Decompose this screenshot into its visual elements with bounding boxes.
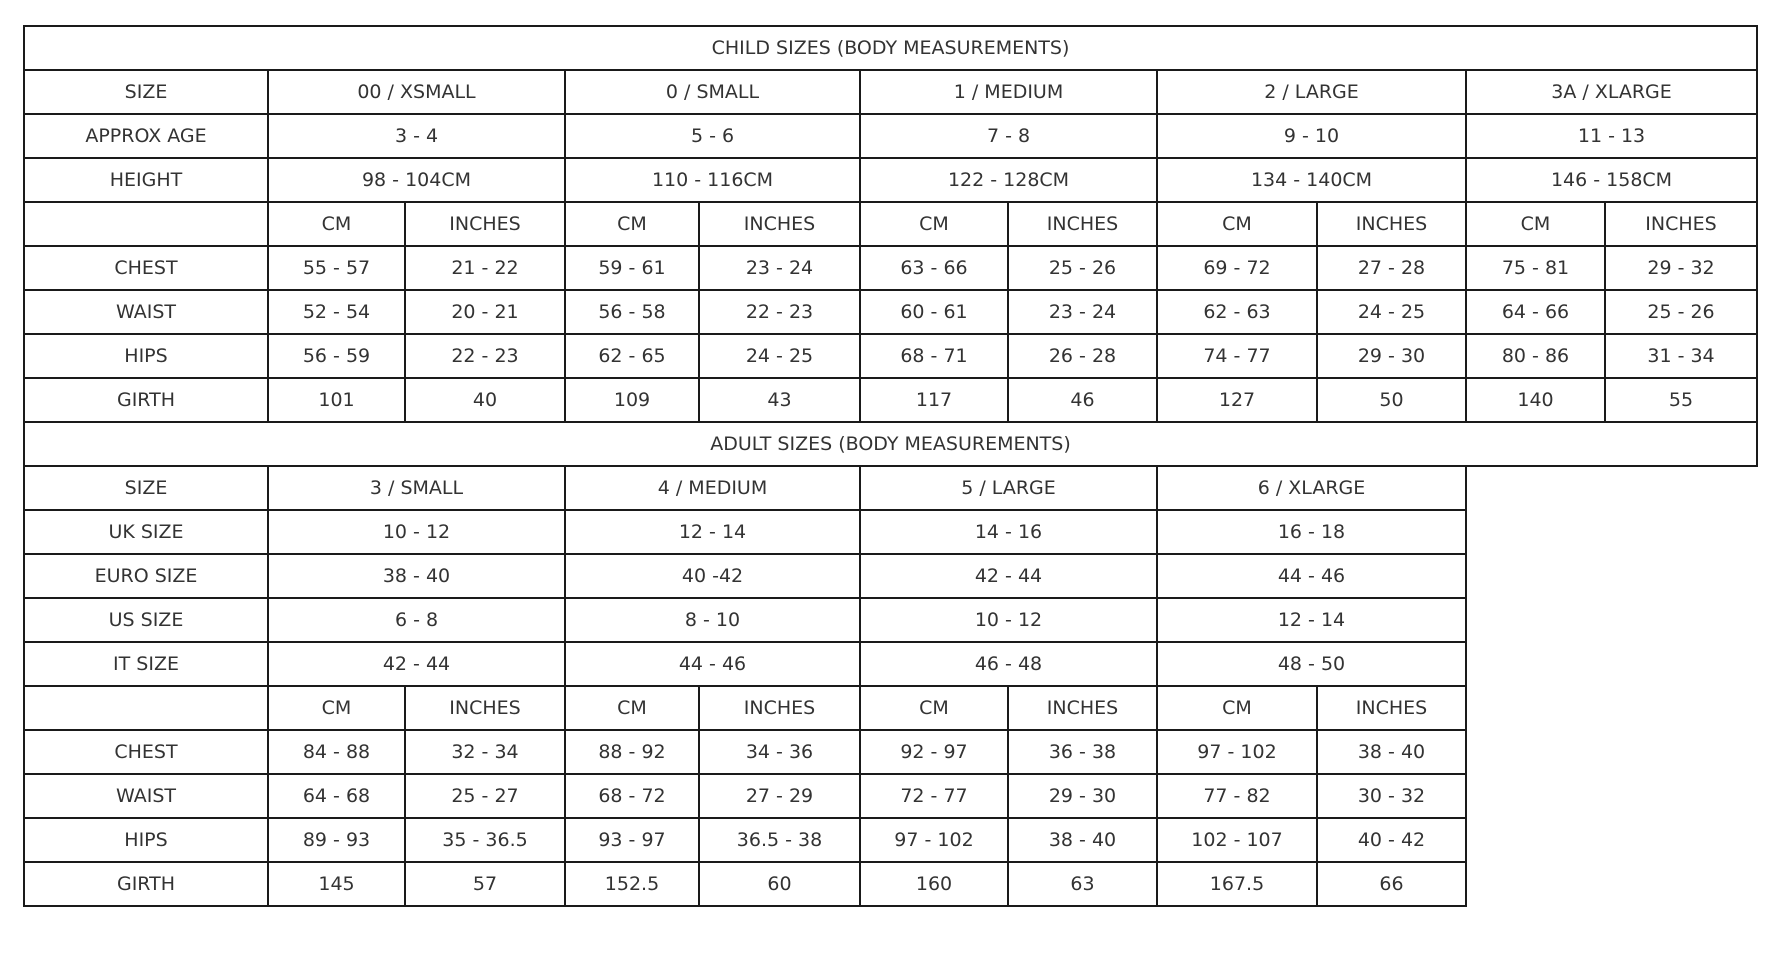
unit-header-inches: INCHES <box>1008 686 1157 730</box>
unit-header-inches: INCHES <box>405 686 565 730</box>
row-label: IT SIZE <box>24 642 268 686</box>
size-cell: 00 / XSMALL <box>268 70 565 114</box>
it-cell: 44 - 46 <box>565 642 860 686</box>
value-cell: 109 <box>565 378 699 422</box>
value-cell: 31 - 34 <box>1605 334 1757 378</box>
value-cell: 22 - 23 <box>699 290 860 334</box>
unit-header-inches: INCHES <box>1605 202 1757 246</box>
age-cell: 7 - 8 <box>860 114 1157 158</box>
height-cell: 98 - 104CM <box>268 158 565 202</box>
value-cell: 66 <box>1317 862 1466 906</box>
value-cell: 27 - 28 <box>1317 246 1466 290</box>
value-cell: 23 - 24 <box>1008 290 1157 334</box>
row-label: SIZE <box>24 466 268 510</box>
size-chart-table <box>23 25 1758 907</box>
row-label: UK SIZE <box>24 510 268 554</box>
value-cell: 140 <box>1466 378 1605 422</box>
row-label: GIRTH <box>24 862 268 906</box>
unit-header-cm: CM <box>565 686 699 730</box>
value-cell: 77 - 82 <box>1157 774 1317 818</box>
empty-block <box>1466 466 1757 906</box>
value-cell: 97 - 102 <box>860 818 1008 862</box>
value-cell: 93 - 97 <box>565 818 699 862</box>
value-cell: 38 - 40 <box>1317 730 1466 774</box>
child-hips-row <box>24 334 1757 378</box>
value-cell: 24 - 25 <box>1317 290 1466 334</box>
value-cell: 34 - 36 <box>699 730 860 774</box>
us-cell: 8 - 10 <box>565 598 860 642</box>
value-cell: 167.5 <box>1157 862 1317 906</box>
height-cell: 110 - 116CM <box>565 158 860 202</box>
row-label: CHEST <box>24 730 268 774</box>
value-cell: 145 <box>268 862 405 906</box>
euro-cell: 44 - 46 <box>1157 554 1466 598</box>
row-label-empty <box>24 686 268 730</box>
uk-cell: 16 - 18 <box>1157 510 1466 554</box>
uk-cell: 14 - 16 <box>860 510 1157 554</box>
unit-header-inches: INCHES <box>1317 686 1466 730</box>
value-cell: 40 <box>405 378 565 422</box>
size-cell: 3A / XLARGE <box>1466 70 1757 114</box>
value-cell: 80 - 86 <box>1466 334 1605 378</box>
value-cell: 35 - 36.5 <box>405 818 565 862</box>
child-age-row <box>24 114 1757 158</box>
unit-header-inches: INCHES <box>405 202 565 246</box>
us-cell: 12 - 14 <box>1157 598 1466 642</box>
uk-cell: 10 - 12 <box>268 510 565 554</box>
us-cell: 10 - 12 <box>860 598 1157 642</box>
value-cell: 36 - 38 <box>1008 730 1157 774</box>
value-cell: 23 - 24 <box>699 246 860 290</box>
value-cell: 29 - 32 <box>1605 246 1757 290</box>
adult-size-row <box>24 466 1757 510</box>
euro-cell: 38 - 40 <box>268 554 565 598</box>
row-label: WAIST <box>24 290 268 334</box>
row-label: HIPS <box>24 334 268 378</box>
value-cell: 152.5 <box>565 862 699 906</box>
age-cell: 9 - 10 <box>1157 114 1466 158</box>
size-cell: 2 / LARGE <box>1157 70 1466 114</box>
value-cell: 75 - 81 <box>1466 246 1605 290</box>
value-cell: 59 - 61 <box>565 246 699 290</box>
age-cell: 11 - 13 <box>1466 114 1757 158</box>
row-label: HIPS <box>24 818 268 862</box>
row-label: SIZE <box>24 70 268 114</box>
value-cell: 55 - 57 <box>268 246 405 290</box>
us-cell: 6 - 8 <box>268 598 565 642</box>
value-cell: 32 - 34 <box>405 730 565 774</box>
value-cell: 72 - 77 <box>860 774 1008 818</box>
value-cell: 46 <box>1008 378 1157 422</box>
value-cell: 102 - 107 <box>1157 818 1317 862</box>
child-waist-row <box>24 290 1757 334</box>
value-cell: 68 - 72 <box>565 774 699 818</box>
age-cell: 3 - 4 <box>268 114 565 158</box>
value-cell: 21 - 22 <box>405 246 565 290</box>
value-cell: 63 - 66 <box>860 246 1008 290</box>
value-cell: 92 - 97 <box>860 730 1008 774</box>
row-label: APPROX AGE <box>24 114 268 158</box>
value-cell: 25 - 26 <box>1008 246 1157 290</box>
size-cell: 6 / XLARGE <box>1157 466 1466 510</box>
value-cell: 69 - 72 <box>1157 246 1317 290</box>
adult-title-row <box>24 422 1757 466</box>
unit-header-cm: CM <box>860 202 1008 246</box>
value-cell: 25 - 27 <box>405 774 565 818</box>
unit-header-inches: INCHES <box>699 686 860 730</box>
value-cell: 52 - 54 <box>268 290 405 334</box>
value-cell: 20 - 21 <box>405 290 565 334</box>
value-cell: 89 - 93 <box>268 818 405 862</box>
child-chest-row <box>24 246 1757 290</box>
unit-header-cm: CM <box>268 686 405 730</box>
unit-header-inches: INCHES <box>699 202 860 246</box>
it-cell: 46 - 48 <box>860 642 1157 686</box>
row-label: CHEST <box>24 246 268 290</box>
value-cell: 160 <box>860 862 1008 906</box>
value-cell: 38 - 40 <box>1008 818 1157 862</box>
it-cell: 42 - 44 <box>268 642 565 686</box>
age-cell: 5 - 6 <box>565 114 860 158</box>
row-label: GIRTH <box>24 378 268 422</box>
value-cell: 127 <box>1157 378 1317 422</box>
unit-header-cm: CM <box>1157 202 1317 246</box>
value-cell: 62 - 63 <box>1157 290 1317 334</box>
value-cell: 101 <box>268 378 405 422</box>
value-cell: 57 <box>405 862 565 906</box>
value-cell: 56 - 58 <box>565 290 699 334</box>
value-cell: 64 - 66 <box>1466 290 1605 334</box>
value-cell: 60 - 61 <box>860 290 1008 334</box>
value-cell: 29 - 30 <box>1317 334 1466 378</box>
value-cell: 74 - 77 <box>1157 334 1317 378</box>
euro-cell: 40 -42 <box>565 554 860 598</box>
value-cell: 36.5 - 38 <box>699 818 860 862</box>
euro-cell: 42 - 44 <box>860 554 1157 598</box>
height-cell: 122 - 128CM <box>860 158 1157 202</box>
unit-header-cm: CM <box>1466 202 1605 246</box>
value-cell: 68 - 71 <box>860 334 1008 378</box>
child-girth-row <box>24 378 1757 422</box>
value-cell: 56 - 59 <box>268 334 405 378</box>
value-cell: 84 - 88 <box>268 730 405 774</box>
size-cell: 1 / MEDIUM <box>860 70 1157 114</box>
value-cell: 40 - 42 <box>1317 818 1466 862</box>
adult-section-title: ADULT SIZES (BODY MEASUREMENTS) <box>24 422 1757 466</box>
child-height-row <box>24 158 1757 202</box>
value-cell: 64 - 68 <box>268 774 405 818</box>
size-cell: 0 / SMALL <box>565 70 860 114</box>
value-cell: 50 <box>1317 378 1466 422</box>
unit-header-inches: INCHES <box>1317 202 1466 246</box>
value-cell: 22 - 23 <box>405 334 565 378</box>
it-cell: 48 - 50 <box>1157 642 1466 686</box>
value-cell: 62 - 65 <box>565 334 699 378</box>
value-cell: 27 - 29 <box>699 774 860 818</box>
height-cell: 146 - 158CM <box>1466 158 1757 202</box>
child-unit-row <box>24 202 1757 246</box>
child-title-row <box>24 26 1757 70</box>
value-cell: 25 - 26 <box>1605 290 1757 334</box>
row-label: EURO SIZE <box>24 554 268 598</box>
height-cell: 134 - 140CM <box>1157 158 1466 202</box>
unit-header-cm: CM <box>268 202 405 246</box>
value-cell: 55 <box>1605 378 1757 422</box>
value-cell: 117 <box>860 378 1008 422</box>
value-cell: 24 - 25 <box>699 334 860 378</box>
value-cell: 29 - 30 <box>1008 774 1157 818</box>
value-cell: 97 - 102 <box>1157 730 1317 774</box>
value-cell: 26 - 28 <box>1008 334 1157 378</box>
size-cell: 3 / SMALL <box>268 466 565 510</box>
value-cell: 30 - 32 <box>1317 774 1466 818</box>
child-section-title: CHILD SIZES (BODY MEASUREMENTS) <box>24 26 1757 70</box>
row-label-empty <box>24 202 268 246</box>
unit-header-cm: CM <box>1157 686 1317 730</box>
unit-header-cm: CM <box>860 686 1008 730</box>
row-label: HEIGHT <box>24 158 268 202</box>
child-size-row <box>24 70 1757 114</box>
unit-header-cm: CM <box>565 202 699 246</box>
value-cell: 63 <box>1008 862 1157 906</box>
size-cell: 4 / MEDIUM <box>565 466 860 510</box>
unit-header-inches: INCHES <box>1008 202 1157 246</box>
value-cell: 43 <box>699 378 860 422</box>
uk-cell: 12 - 14 <box>565 510 860 554</box>
size-cell: 5 / LARGE <box>860 466 1157 510</box>
value-cell: 60 <box>699 862 860 906</box>
row-label: US SIZE <box>24 598 268 642</box>
value-cell: 88 - 92 <box>565 730 699 774</box>
row-label: WAIST <box>24 774 268 818</box>
